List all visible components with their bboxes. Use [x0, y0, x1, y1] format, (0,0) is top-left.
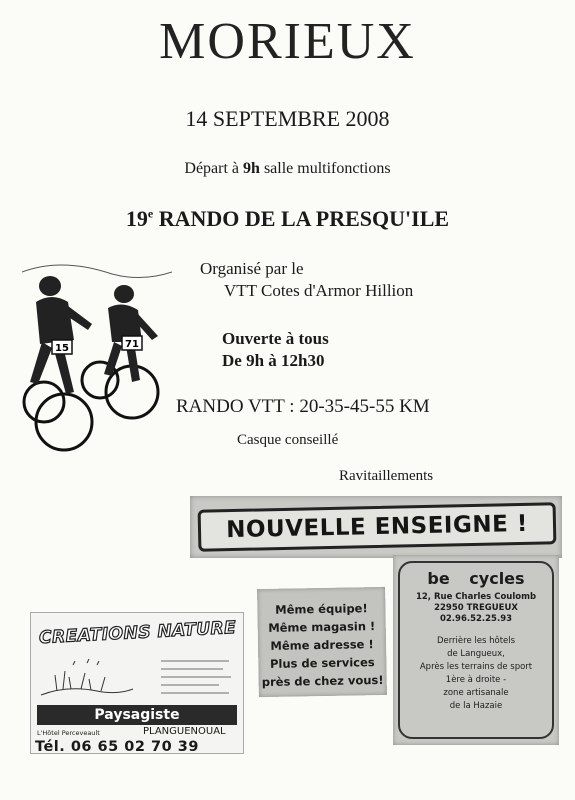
helmet-advice: Casque conseillé [237, 432, 339, 448]
ad-be-cycles [393, 555, 559, 745]
shop-direction-line: Après les terrains de sport [419, 662, 533, 672]
shop-phone: 02.96.52.25.93 [439, 614, 513, 624]
shop-address [400, 592, 552, 625]
nature-phone: Tél. 06 65 02 70 39 [35, 739, 199, 755]
ad-same-team-line: Plus de services [269, 655, 375, 671]
departure-time: 9h [243, 160, 260, 177]
opening-line-1: Ouverte à tous [222, 329, 329, 348]
ad-new-shop-banner: NOUVELLE ENSEIGNE ! [198, 502, 557, 551]
event-date: 14 SEPTEMBRE 2008 [185, 106, 390, 131]
departure-info [0, 160, 575, 178]
ad-creations-nature [30, 612, 244, 754]
shop-direction-line: de Langueux, [447, 649, 505, 659]
nature-town: PLANGUENOUAL [143, 726, 226, 737]
shop-direction-line: Derrière les hôtels [436, 636, 516, 646]
grass-illustration [37, 655, 137, 701]
departure-prefix: Départ à [184, 160, 244, 177]
ad-new-shop [190, 496, 562, 558]
shop-direction-line: 1ère à droite - [445, 675, 507, 685]
nature-service-list [159, 657, 239, 697]
poster-title-town: MORIEUX [159, 13, 416, 70]
shop-direction-line: de la Hazaie [449, 701, 503, 711]
ad-same-team-line: Même adresse ! [270, 637, 374, 653]
organiser-block [200, 258, 413, 302]
ad-same-team-line: Même magasin ! [268, 619, 376, 635]
bib-number-left: 15 [55, 343, 69, 354]
bib-number-right: 71 [125, 339, 139, 350]
shop-directions [400, 635, 552, 713]
nature-logo: CREATIONS NATURE [38, 617, 237, 649]
rando-distances: RANDO VTT : 20-35-45-55 KM [176, 396, 430, 417]
event-title [0, 206, 575, 232]
event-title-ordinal: e [147, 206, 154, 221]
opening-hours [222, 328, 329, 372]
organiser-line-1: Organisé par le [200, 259, 304, 278]
nature-band-landscaper: Paysagiste [37, 705, 237, 725]
ad-be-cycles-frame [398, 561, 554, 739]
opening-line-2: De 9h à 12h30 [222, 351, 325, 370]
organiser-line-2: VTT Cotes d'Armor Hillion [224, 281, 414, 300]
event-title-text: RANDO DE LA PRESQU'ILE [153, 206, 450, 231]
nature-location-note: L'Hôtel Perceveault [37, 729, 100, 737]
shop-street: 12, Rue Charles Coulomb [415, 592, 537, 602]
event-title-number: 19 [125, 206, 148, 231]
cyclists-illustration [22, 262, 172, 472]
ad-same-team-line: Même équipe! [275, 601, 368, 617]
shop-city: 22950 TREGUEUX [434, 603, 518, 613]
shop-direction-line: zone artisanale [443, 688, 509, 698]
departure-place: salle multifonctions [259, 160, 391, 177]
ad-same-team-line: près de chez vous! [261, 672, 384, 690]
shop-name: be cycles [427, 569, 525, 588]
ad-same-team [257, 587, 387, 697]
refreshments: Ravitaillements [339, 468, 434, 484]
